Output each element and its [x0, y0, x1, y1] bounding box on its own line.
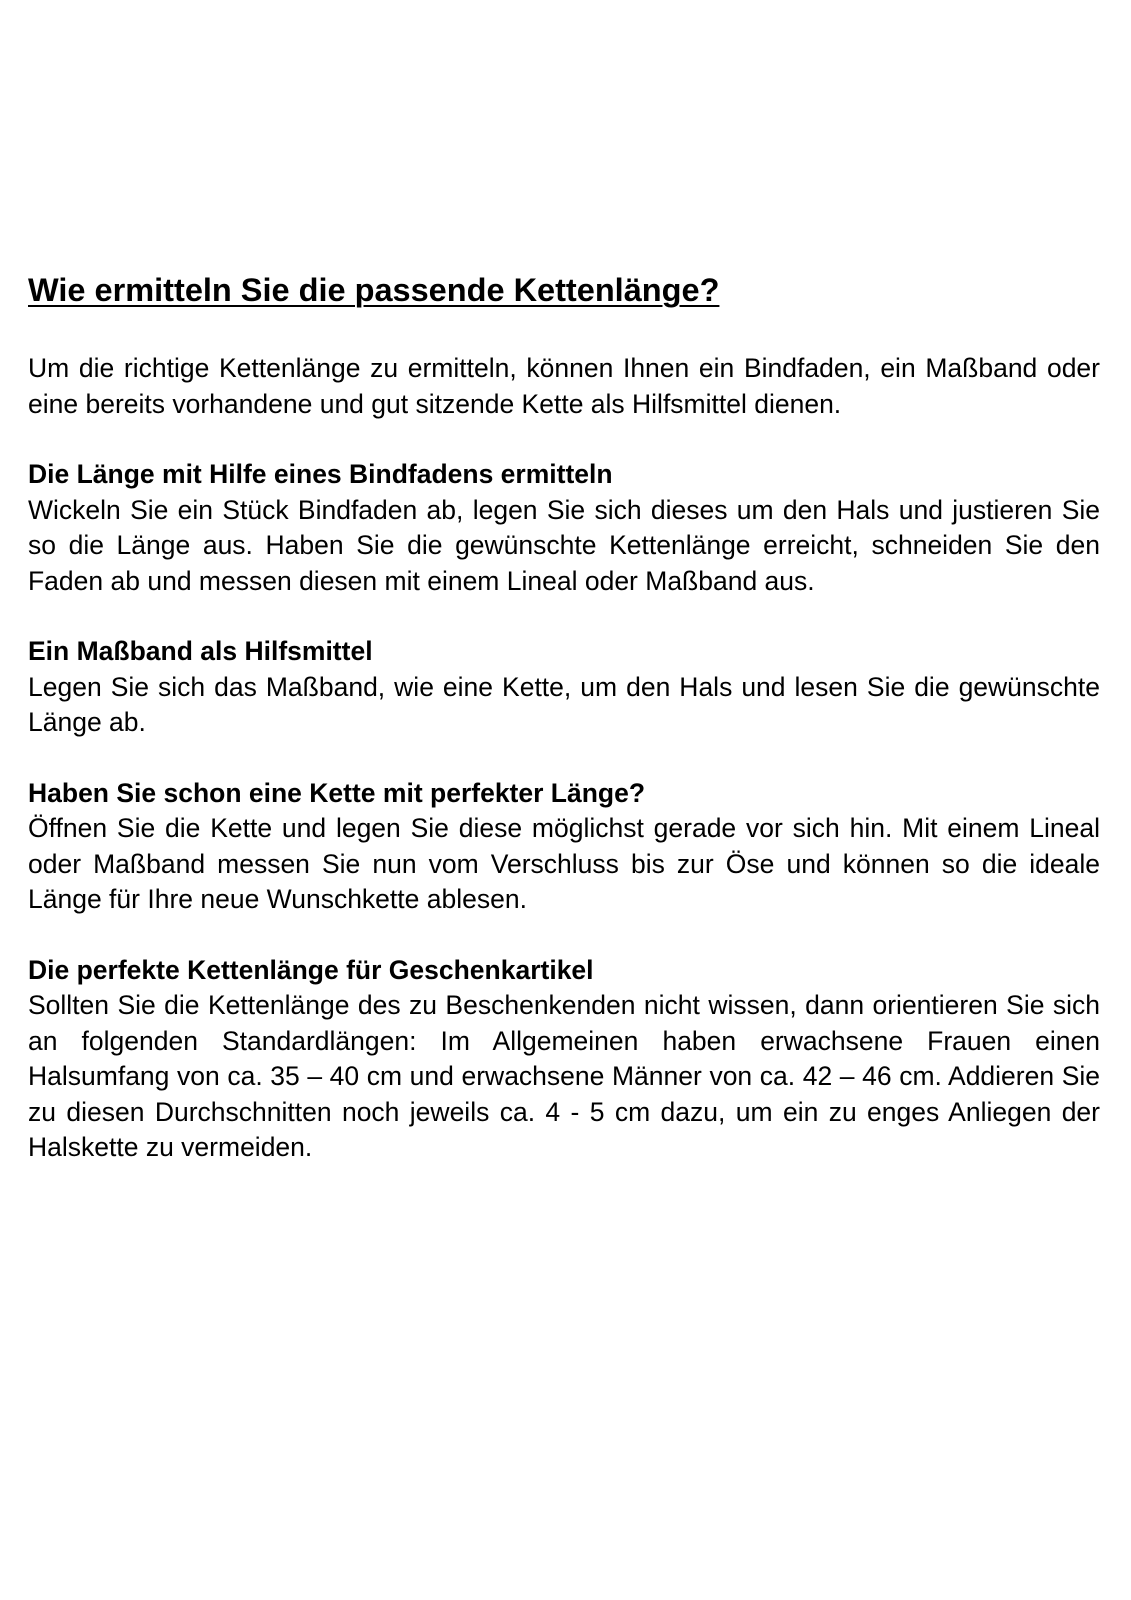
- section-massband: [28, 634, 1100, 741]
- section-heading: Die Länge mit Hilfe eines Bindfadens ermitteln: [28, 459, 613, 489]
- document-title: Wie ermitteln Sie die passende Kettenlänge?: [28, 272, 720, 308]
- section-text: Wickeln Sie ein Stück Bindfaden ab, legen Sie sich dieses um den Hals und justieren Sie so die Länge aus. Haben Sie die gewünschte Kettenlänge erreicht, schneiden Sie den Faden ab und messen diesen mit einem Lineal oder Maßband aus.: [28, 494, 1100, 596]
- section-text: Sollten Sie die Kettenlänge des zu Beschenkenden nicht wissen, dann orientieren Sie sich an folgenden Standardlängen: Im Allgemeinen haben erwachsene Frauen einen Halsumfang von ca. 35 – 40 cm und erwachsene Männer von ca. 42 – 46 cm. Addieren Sie zu diesen Durchschnitten noch jeweils ca. 4 - 5 cm dazu, um ein zu enges Anliegen der Halskette zu vermeiden.: [28, 990, 1100, 1162]
- intro-paragraph: Um die richtige Kettenlänge zu ermitteln, können Ihnen ein Bindfaden, ein Maßband oder eine bereits vorhandene und gut sitzende Kette als Hilfsmittel dienen.: [28, 353, 1100, 419]
- document-page: [28, 268, 1100, 1166]
- section-text: Öffnen Sie die Kette und legen Sie diese möglichst gerade vor sich hin. Mit einem Lineal oder Maßband messen Sie nun vom Verschluss bis zur Öse und können so die ideale Länge für Ihre neue Wunschkette ablesen.: [28, 813, 1100, 914]
- section-geschenkartikel: [28, 953, 1100, 1166]
- section-bindfaden: [28, 457, 1100, 599]
- section-heading: Ein Maßband als Hilfsmittel: [28, 636, 373, 666]
- section-vorhandene-kette: [28, 776, 1100, 918]
- section-heading: Haben Sie schon eine Kette mit perfekter Länge?: [28, 777, 646, 808]
- section-heading: Die perfekte Kettenlänge für Geschenkartikel: [28, 954, 594, 985]
- section-text: Legen Sie sich das Maßband, wie eine Kette, um den Hals und lesen Sie die gewünschte Länge ab.: [28, 671, 1100, 737]
